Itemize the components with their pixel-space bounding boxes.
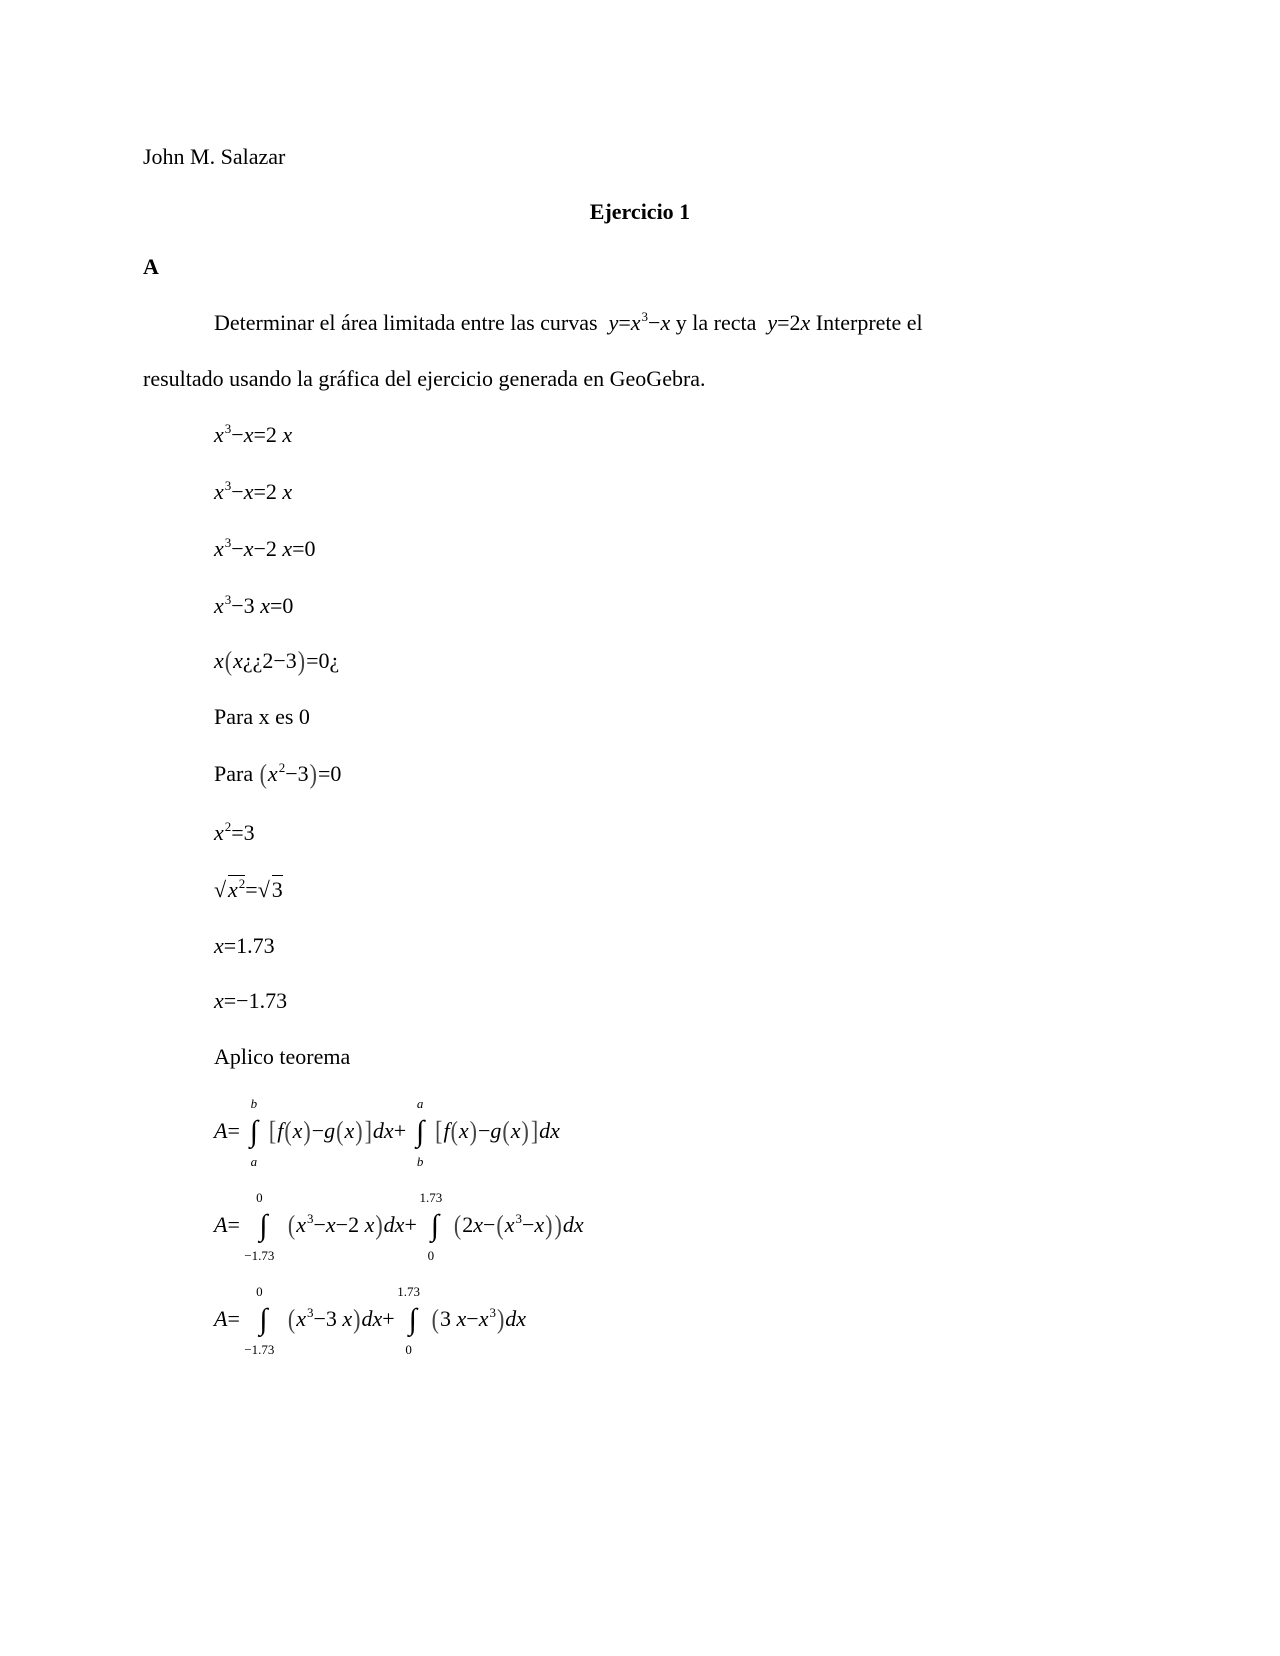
page-title: Ejercicio 1 (589, 199, 691, 224)
equation-step-9: √ $x^2=√$ 3 (214, 875, 283, 905)
author-name: John M. Salazar (143, 144, 286, 169)
integral-sign-6: 1.73 ∫ 0 (397, 1283, 421, 1357)
intro-paragraph-line-1 (214, 308, 923, 338)
integral-general-formula: A= b ∫ a [f(x)−g(x)]dx+ a ∫ b [f(x)−g(x)]dx (214, 1095, 560, 1169)
intro-text-1: Determinar el área limitada entre las curvas (214, 310, 598, 335)
equation-step-11: x=−1.73 (214, 988, 288, 1013)
section-heading: A (143, 254, 159, 279)
integral-substituted-formula: A= 0 ∫ −1.73 ($x^3-x-2$ x)dx+ 1.73 ∫ 0 $(2x-(x^3-x))dx$ (214, 1189, 584, 1263)
integral-sign-3: 0 ∫ −1.73 (244, 1189, 275, 1263)
intro-text-2: y la recta (675, 310, 757, 335)
equation-step-3: $x^3-x-2$ x=0 (214, 535, 316, 561)
equation-step-4: $x^3-3$ x=0 (214, 592, 294, 618)
line-equation: y=2x (761, 310, 811, 335)
intro-paragraph-line-2: resultado usando la gráfica del ejercicio generada en GeoGebra. (143, 366, 706, 391)
integral-simplified-formula: A= 0 ∫ −1.73 ($x^3-3$ x)dx+ 1.73 ∫ 0 (3 $x-x^3)dx$ (214, 1283, 527, 1357)
step-text-aplico-teorema: Aplico teorema (214, 1044, 351, 1069)
integral-sign-5: 0 ∫ −1.73 (244, 1283, 275, 1357)
curve-equation: $y=x^3-x$ (603, 309, 671, 335)
intro-text-3: Interprete el (815, 310, 923, 335)
equation-step-2: $x^3-x=2$ x (214, 478, 293, 504)
equation-step-1: $x^3-x=2$ x (214, 421, 293, 447)
integral-sign-1: b ∫ a (249, 1095, 258, 1169)
equation-step-5: x(x¿¿2−3)=0¿ (214, 644, 340, 676)
equation-step-7: Para $(x^2-3)=0$ (214, 757, 342, 789)
integral-sign-4: 1.73 ∫ 0 (419, 1189, 443, 1263)
equation-step-10: x=1.73 (214, 933, 275, 958)
integral-sign-2: a ∫ b (416, 1095, 425, 1169)
equation-step-8: $x^2=3$ (214, 819, 255, 845)
step-text-para-x: Para x es 0 (214, 704, 310, 729)
